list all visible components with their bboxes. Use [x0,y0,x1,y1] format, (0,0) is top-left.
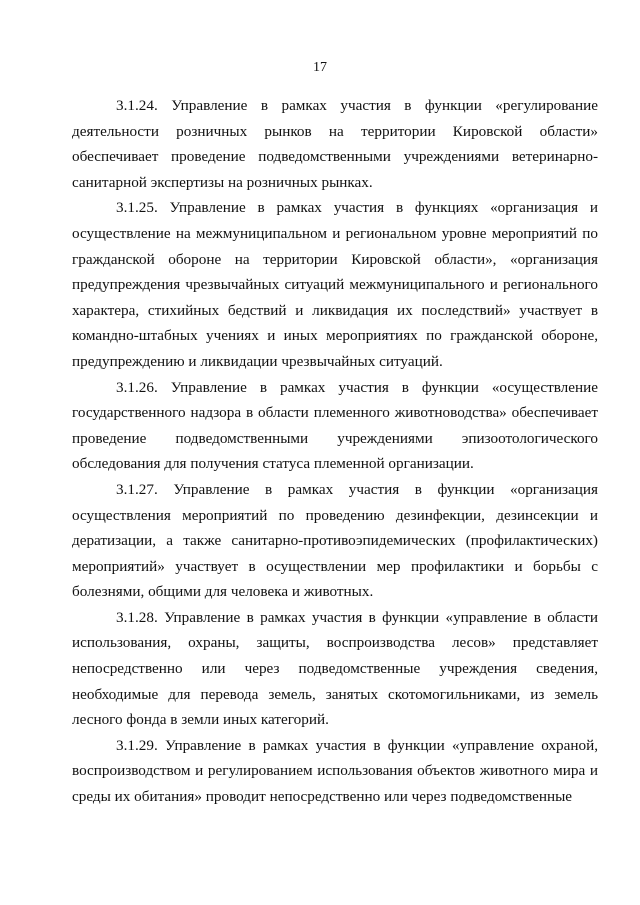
paragraph-3-1-24: 3.1.24. Управление в рамках участия в функции «регулирование деятельности розничных рынков на территории Кировской области» обеспечивает проведение подведомственными учреждениями ветеринарно-санитарной экспертизы на розничных рынках. [72,97,598,191]
paragraph-3-1-25: 3.1.25. Управление в рамках участия в функциях «организация и осуществление на межмуниципальном и региональном уровне мероприятий по гражданской обороне на территории Кировской области», «организация предупреждения чрезвычайных ситуаций межмуниципального и регионального характера, стихийных бедствий и ликвидация их последствий» участвует в командно-штабных учениях и иных мероприятиях по гражданской обороне, предупреждению и ликвидации чрезвычайных ситуаций. [72,199,598,370]
paragraph-3-1-28: 3.1.28. Управление в рамках участия в функции «управление в области использования, охраны, защиты, воспроизводства лесов» представляет непосредственно или через подведомственные учреждения сведения, необходимые для перевода земель, занятых скотомогильниками, из земель лесного фонда в земли иных категорий. [72,608,598,729]
page-number: 17 [313,60,327,75]
paragraph-3-1-29: 3.1.29. Управление в рамках участия в функции «управление охраной, воспроизводством и регулированием использования объектов животного мира и среды их обитания» проводит непосредственно или через подведомственные [72,736,598,806]
paragraph-3-1-26: 3.1.26. Управление в рамках участия в функции «осуществление государственного надзора в области племенного животноводства» обеспечивает проведение подведомственными учреждениями эпизоотологического обследования для получения статуса племенной организации. [72,378,598,473]
document-body [72,93,598,810]
paragraph-3-1-27: 3.1.27. Управление в рамках участия в функции «организация осуществления мероприятий по проведению дезинфекции, дезинсекции и дератизации, а также санитарно-противоэпидемических (профилактических) мероприятий» участвует в осуществлении мер профилактики и борьбы с болезнями, общими для человека и животных. [72,480,598,601]
